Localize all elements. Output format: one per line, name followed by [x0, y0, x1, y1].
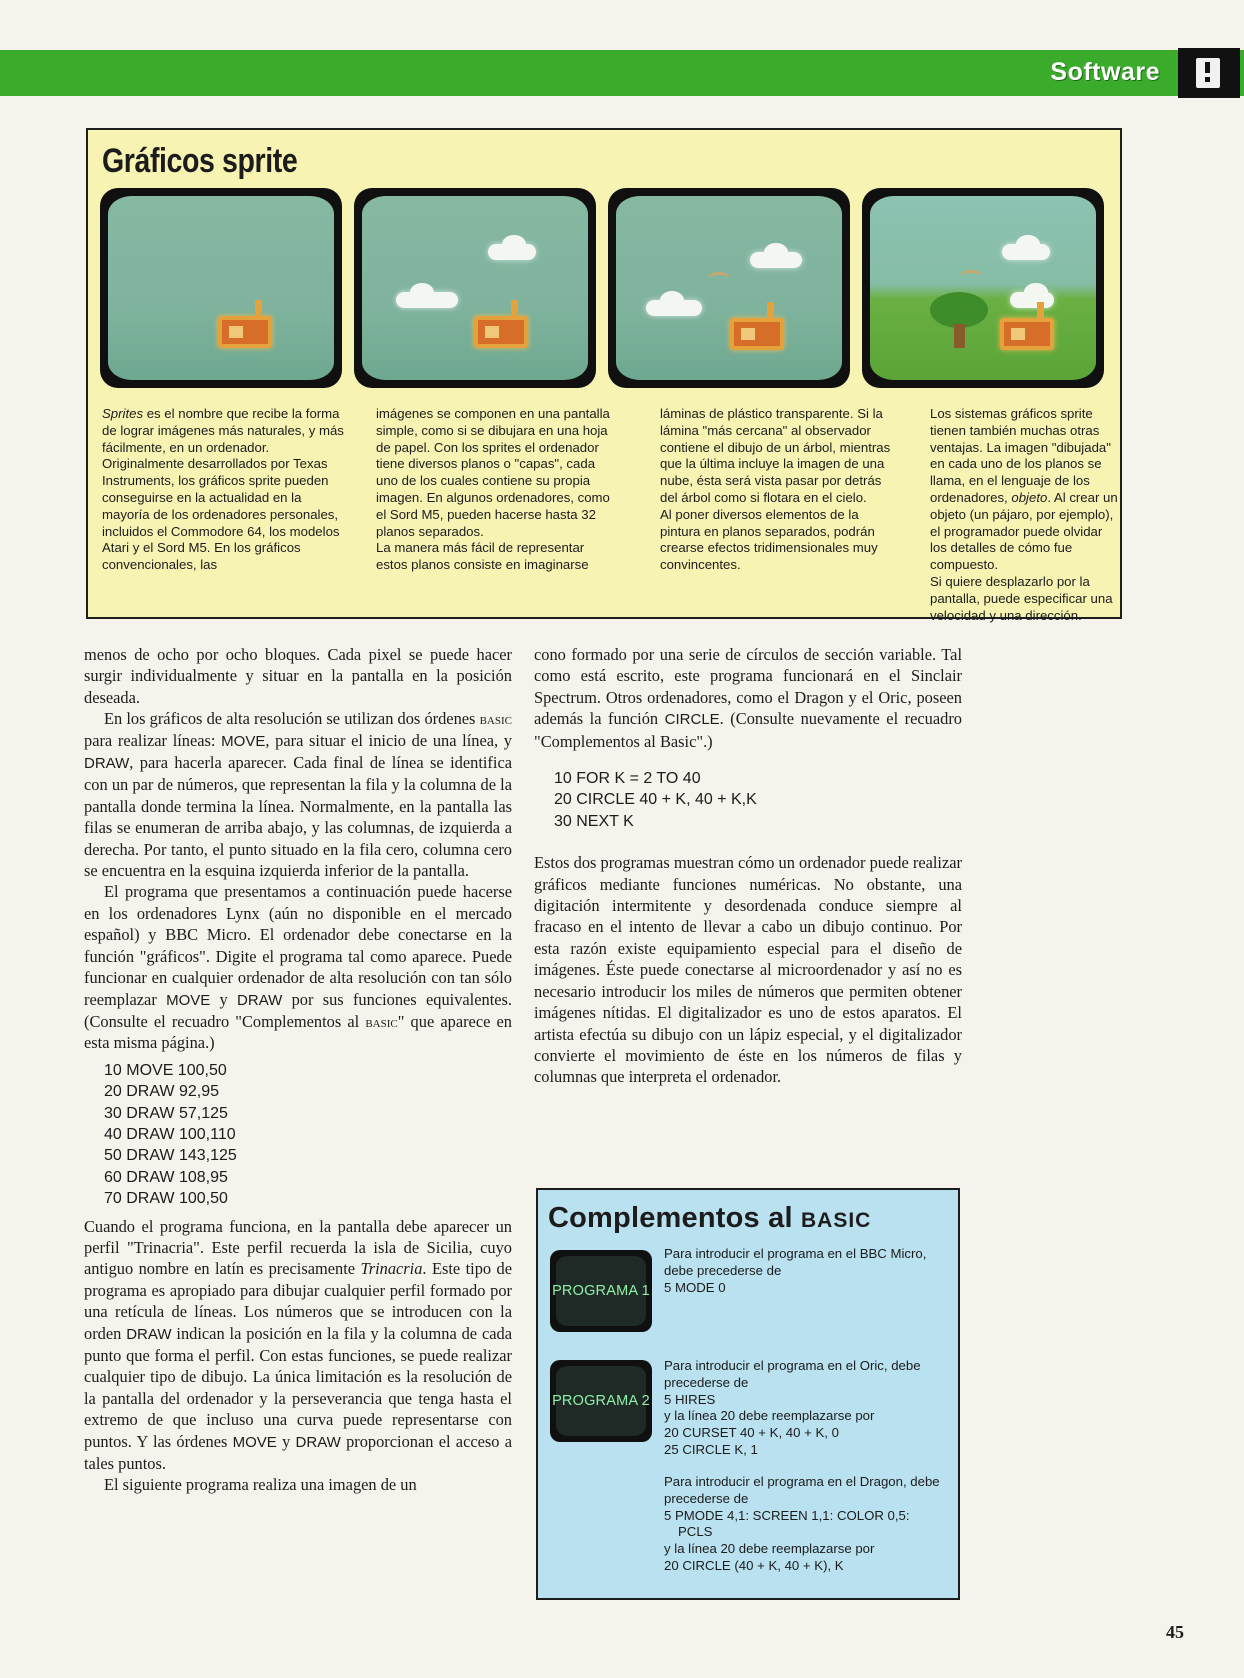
- cloud-sprite: [646, 300, 702, 316]
- screen-display: [362, 196, 588, 380]
- code-line: 50 DRAW 143,125: [104, 1147, 237, 1165]
- caption-column-4: Los sistemas gráficos sprite tienen también muchas otras ventajas. La imagen "dibujada" en cada uno de los planos se llama, en el lenguaje de los ordenadores, objeto. Al crear un objeto (un pájaro, por ejemplo), el programador puede olvidar los detalles de cómo fue compuesto. Si quiere desplazarlo por la pantalla, puede especificar una velocidad y una dirección.: [930, 406, 1118, 623]
- code-line: 20 DRAW 92,95: [104, 1083, 220, 1101]
- house-sprite: [218, 316, 272, 348]
- code-line: 30 DRAW 57,125: [104, 1104, 228, 1122]
- paragraph: menos de ocho por ocho bloques. Cada pixel se puede hacer surgir individualmente y situar en la pantalla en la posición deseada.: [84, 645, 512, 707]
- house-sprite: [1000, 318, 1054, 350]
- code-line: 10 MOVE 100,50: [104, 1061, 227, 1079]
- sprite-graphics-box: [86, 128, 1122, 623]
- bird-sprite: [708, 272, 730, 285]
- program-1-badge: [550, 1250, 652, 1332]
- code-line: 20 CIRCLE 40 + K, 40 + K,K: [554, 791, 757, 809]
- paragraph: El programa que presentamos a continuación puede hacerse en los ordenadores Lynx (aún no disponible en el mercado español) y BBC Micro. El ordenador debe conectarse en la función "gráficos". Digite el programa tal como aparece. Puede funcionar en cualquier ordenador de alta resolución con tan sólo reemplazar MOVE y DRAW por sus funciones equivalentes. (Consulte el recuadro "Complementos al basic" que aparece en esta misma página.): [84, 882, 512, 1053]
- paragraph: Cuando el programa funciona, en la pantalla debe aparecer un perfil "Trinacria". Este perfil recuerda la isla de Sicilia, cuyo antiguo nombre en latín es precisamente Trinacria. Este tipo de programa es apropiado para dibujar cualquier perfil formado por una retícula de líneas. Los números que se introducen con la orden DRAW indican la posición en la fila y la columna de cada punto que forma el perfil. Con estas funciones, se puede realizar cualquier tipo de dibujo. La única limitación es la resolución de la pantalla del ordenador y la perseverancia que tenga hasta el extremo de que incluso una curva puede representarse con puntos. Y las órdenes MOVE y DRAW proporcionan el acceso a tales puntos.: [84, 1216, 512, 1474]
- sprite-box-title: Gráficos sprite: [102, 142, 298, 180]
- code-listing-cone: [534, 768, 962, 832]
- code-line: 10 FOR K = 2 TO 40: [554, 770, 701, 788]
- cloud-sprite: [1002, 244, 1050, 260]
- caption-column-3: láminas de plástico transparente. Si la lámina "más cercana" al observador contiene el dibujo de un árbol, mientras que la última incluye la imagen de una nube, ésta será vista pasar por detrás del árbol como si flotara en el cielo. Al poner diversos elementos de la pintura en planos separados, podrán crearse efectos tridimensionales muy convincentes.: [660, 406, 891, 573]
- sprite-screen-3: [608, 188, 850, 388]
- cloud-sprite: [1010, 292, 1054, 308]
- code-line: 70 DRAW 100,50: [104, 1190, 228, 1208]
- page-number: 45: [1166, 1622, 1184, 1642]
- sprite-screen-2: [354, 188, 596, 388]
- paragraph: El siguiente programa realiza una imagen de un: [104, 1475, 417, 1495]
- dragon-instructions: Para introducir el programa en el Dragon, debe precederse de 5 PMODE 4,1: SCREEN 1,1: COLOR 0,5: PCLS y la línea 20 debe reemplazarse por 20 CIRCLE (40 + K, 40 + K), K: [664, 1474, 940, 1573]
- screen-display: [108, 196, 334, 380]
- basic-box-title: Complementos al BASIC: [548, 1202, 872, 1234]
- left-text-column: [84, 644, 512, 1496]
- caption-column-2: imágenes se componen en una pantalla simple, como si se dibujara en una hoja de papel. Con los sprites el ordenador tiene diversos planos o "capas", cada uno de los cuales contiene su propia imagen. En algunos ordenadores, como el Sord M5, pueden hacerse hasta 32 planos separados. La manera más fácil de representar estos planos consiste en imaginarse: [376, 406, 610, 573]
- code-line: 30 NEXT K: [554, 812, 634, 830]
- paragraph: En los gráficos de alta resolución se utilizan dos órdenes basic para realizar líneas: MOVE, para situar el inicio de una línea, y DRAW, para hacerla aparecer. Cada final de línea se identifica con un par de números, que representan la fila y la columna de la pantalla donde termina la línea. Normalmente, en la pantalla las filas se enumeran de arriba abajo, y las columnas, de izquierda a derecha. Por tanto, el punto situado en la fila cero, columna cero se encuentra en la esquina izquierda inferior de la pantalla.: [84, 709, 512, 881]
- right-text-column: [534, 644, 962, 1088]
- house-sprite: [474, 316, 528, 348]
- house-sprite: [730, 318, 784, 350]
- cloud-sprite: [750, 252, 802, 268]
- cloud-sprite: [396, 292, 458, 308]
- exclamation-floppy-icon: [1178, 48, 1240, 98]
- bbc-instructions: Para introducir el programa en el BBC Micro, debe precederse de 5 MODE 0: [664, 1246, 927, 1295]
- program-2-label: PROGRAMA 2: [552, 1393, 650, 1409]
- section-label: Software: [1050, 58, 1160, 86]
- code-listing-trinacria: [84, 1060, 512, 1210]
- paragraph: cono formado por una serie de círculos de sección variable. Tal como está escrito, este programa funcionará en el Sinclair Spectrum. Otros ordenadores, como el Dragon y el Oric, poseen además la función CIRCLE. (Consulte nuevamente el recuadro "Complementos al Basic".): [534, 645, 962, 751]
- program-2-badge: [550, 1360, 652, 1442]
- code-line: 40 DRAW 100,110: [104, 1125, 236, 1143]
- caption-emphasis: Sprites: [102, 406, 144, 421]
- sprite-screen-1: [100, 188, 342, 388]
- program-1-label: PROGRAMA 1: [552, 1283, 650, 1299]
- paragraph: Estos dos programas muestran cómo un ordenador puede realizar gráficos mediante funciones numéricas. No obstante, una digitación intermitente y desordenada conduce siempre al fracaso en el intento de llevar a cabo un dibujo continuo. Por esta razón existe equipamiento especial para el diseño de imágenes. Éste puede conectarse al microordenador y así no es necesario introducir los miles de números que permiten obtener imágenes nítidas. El digitalizador es uno de estos aparatos. El artista efectúa su dibujo con un lápiz especial, y el digitalizador convierte el movimiento de éste en los números de filas y columnas que interpreta el ordenador.: [534, 853, 962, 1087]
- screen-display: [616, 196, 842, 380]
- cloud-sprite: [488, 244, 536, 260]
- basic-complements-box: [536, 1188, 960, 1600]
- screen-display: [870, 196, 1096, 380]
- code-line: 60 DRAW 108,95: [104, 1168, 228, 1186]
- oric-instructions: Para introducir el programa en el Oric, debe precederse de 5 HIRES y la línea 20 debe reemplazarse por 20 CURSET 40 + K, 40 + K, 0 25 CIRCLE K, 1: [664, 1358, 921, 1457]
- bird-sprite: [960, 270, 982, 283]
- caption-column-1: Sprites es el nombre que recibe la forma de lograr imágenes más naturales, y más fácilmente, en un ordenador. Originalmente desarrollados por Texas Instruments, los gráficos sprite pueden conseguirse en la actualidad en la mayoría de los ordenadores personales, incluidos el Commodore 64, los modelos Atari y el Sord M5. En los gráficos convencionales, las: [102, 406, 344, 573]
- sprite-screen-4: [862, 188, 1104, 388]
